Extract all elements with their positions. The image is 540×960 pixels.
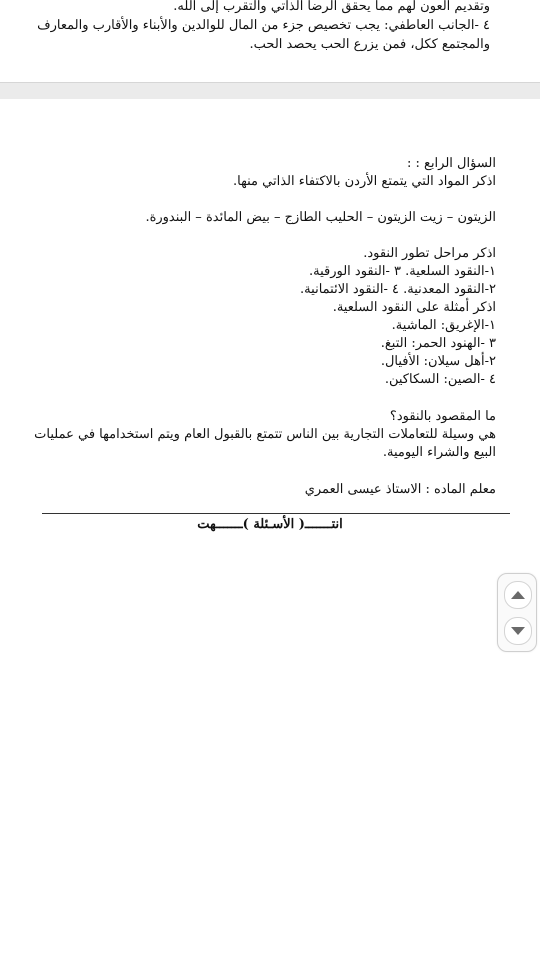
list-item: ٤ -الصين: السكاكين. — [384, 372, 496, 387]
list-item: ٢-أهل سيلان: الأفيال. — [380, 354, 496, 369]
text-line: وتقديم العون لهم مما يحقق الرضا الذاتي والتقرب إلى الله. — [173, 0, 490, 14]
question-prompt: اذكر المواد التي يتمتع الأردن بالاكتفاء الذاتي منها. — [233, 174, 496, 189]
answer-text: هي وسيلة للتعاملات التجارية بين الناس تتمتع بالقبول العام ويتم استخدامها في عمليات — [34, 427, 496, 442]
question-prompt: اذكر مراحل تطور النقود. — [363, 246, 496, 261]
list-item: ٣ -الهنود الحمر: التبغ. — [380, 336, 496, 351]
answer-row: ٢-النقود المعدنية. ٤ -النقود الائتمانية. — [300, 282, 496, 297]
scroll-up-button[interactable] — [504, 581, 532, 609]
page-gap — [0, 82, 540, 100]
divider — [42, 513, 510, 514]
question-heading: السؤال الرابع : : — [407, 156, 496, 171]
question-prompt: اذكر أمثلة على النقود السلعية. — [332, 300, 496, 315]
previous-page — [0, 0, 540, 82]
chevron-down-icon — [511, 627, 525, 635]
text-line: والمجتمع ككل، فمن يزرع الحب يحصد الحب. — [249, 37, 490, 52]
end-title: انتـــــــ( الأسـئلة )ـــــــهت — [197, 517, 343, 532]
answer-text: الزيتون – زيت الزيتون – الحليب الطازج – بيض المائدة – البندورة. — [145, 210, 496, 225]
text-line: ٤ -الجانب العاطفي: يجب تخصيص جزء من المال للوالدين والأبناء والأقارب والمعارف — [37, 18, 490, 33]
chevron-up-icon — [511, 591, 525, 599]
question-prompt: ما المقصود بالنقود؟ — [389, 409, 496, 424]
answer-text: البيع والشراء اليومية. — [382, 445, 496, 460]
list-item: ١-الإغريق: الماشية. — [391, 318, 496, 333]
teacher-signature: معلم الماده : الاستاذ عيسى العمري — [304, 482, 496, 497]
scroll-down-button[interactable] — [504, 617, 532, 645]
answer-row: ١-النقود السلعية. ٣ -النقود الورقية. — [308, 264, 496, 279]
document-page — [0, 99, 540, 960]
scroll-controls — [497, 573, 537, 652]
